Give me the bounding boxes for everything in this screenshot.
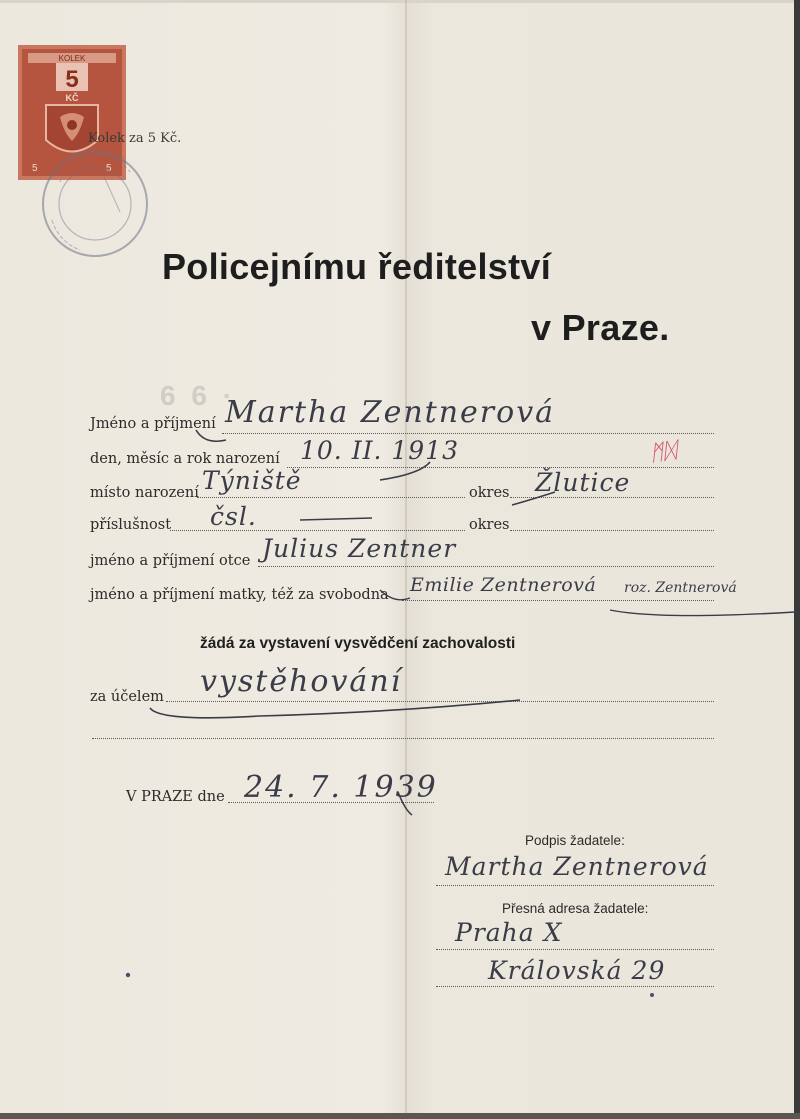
signature-label: Podpis žadatele: <box>525 833 625 848</box>
signature-value: Martha Zentnerová <box>445 852 709 881</box>
district-label: okres <box>469 485 510 501</box>
name-label: Jméno a příjmení <box>90 416 216 432</box>
faint-number-mark: 6 6 · <box>160 380 237 411</box>
red-pencil-mark: ᛗᛞ <box>648 438 679 467</box>
father-label: jméno a příjmení otce <box>90 553 251 569</box>
birthdate-line <box>287 467 714 468</box>
purpose-label: za účelem <box>90 689 164 705</box>
page-title-line2: v Praze. <box>531 307 670 348</box>
purpose-value: vystěhování <box>200 664 403 699</box>
nationality-label: příslušnost <box>90 517 172 533</box>
bottom-edge <box>0 1113 800 1119</box>
address-line2-value: Královská 29 <box>488 956 666 985</box>
mother-label: jméno a příjmení matky, též za svobodna <box>90 587 389 603</box>
address-label: Přesná adresa žadatele: <box>502 901 649 916</box>
mother-maiden-value: roz. Zentnerová <box>624 580 737 596</box>
district2-label: okres <box>469 517 510 533</box>
right-edge <box>794 0 800 1119</box>
birthplace-label: místo narození <box>90 485 199 501</box>
birthplace-value: Týniště <box>202 466 302 495</box>
father-value: Julius Zentner <box>262 534 457 563</box>
district-line <box>510 497 714 498</box>
svg-text:5: 5 <box>106 163 112 174</box>
birthplace-line <box>197 497 465 498</box>
svg-text:5: 5 <box>32 163 38 174</box>
request-text: žádá za vystavení vysvědčení zachovalosti <box>200 635 516 652</box>
top-edge <box>0 0 800 3</box>
stamp-note: Kolek za 5 Kč. <box>88 131 182 146</box>
page-title-line1: Policejnímu ředitelství <box>162 246 552 287</box>
district2-line <box>510 530 714 531</box>
address-line1-value: Praha X <box>455 918 563 947</box>
district-value: Žlutice <box>535 468 631 497</box>
birthdate-value: 10. II. 1913 <box>300 436 459 465</box>
signature-line <box>436 885 714 886</box>
name-line <box>222 433 714 434</box>
address-line-2 <box>436 986 714 987</box>
stamp-denomination: 5 <box>65 66 79 93</box>
stamp-header: KOLEK <box>58 54 86 63</box>
mother-value: Emilie Zentnerová <box>410 574 597 596</box>
stamp-currency: KČ <box>65 93 79 103</box>
nationality-value: čsl. <box>210 502 257 531</box>
birthdate-label: den, měsíc a rok narození <box>90 451 280 467</box>
date-value: 24. 7. 1939 <box>244 770 438 805</box>
purpose-line <box>166 701 714 702</box>
police-postmark <box>40 142 170 262</box>
date-label: V PRAZE dne <box>126 789 225 805</box>
father-line <box>258 566 714 567</box>
mother-line <box>402 600 714 601</box>
purpose-line-2 <box>92 738 714 739</box>
address-line-1 <box>436 949 714 950</box>
name-value: Martha Zentnerová <box>225 395 556 430</box>
